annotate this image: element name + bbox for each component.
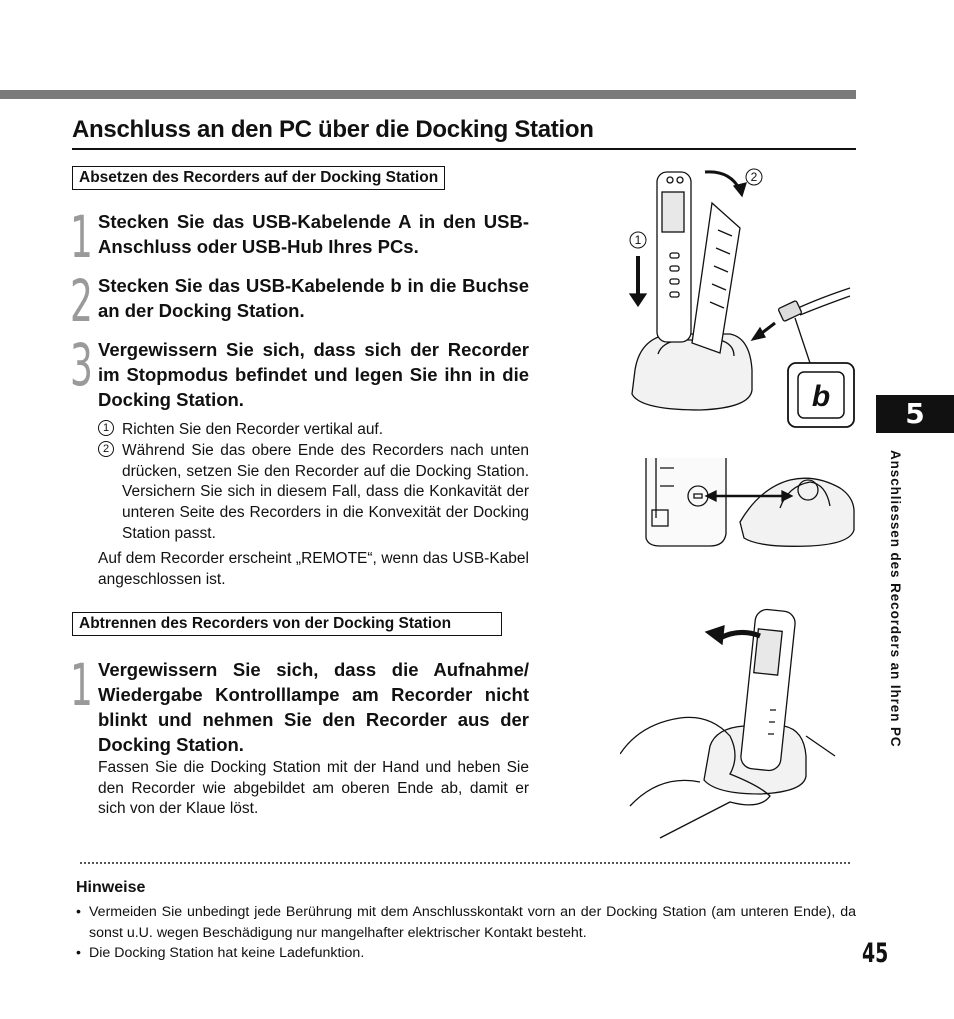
substep-text: Während Sie das obere Ende des Recorders nach unten drücken, setzen Sie den Recorder auf die Docking Station. Versichern Sie sich in diesem Fall, dass die Konkavität der unteren Seite des Recorders in die Konvexität der Docking Station passt. xyxy=(122,441,529,542)
callout-2: 2 xyxy=(750,170,758,184)
note-text: Die Docking Station hat keine Ladefunktion. xyxy=(89,945,365,961)
chapter-side-label: Anschliessen des Recorders an Ihren PC xyxy=(888,450,903,748)
substep-1 xyxy=(98,420,529,441)
step-1-text: Stecken Sie das USB-Kabelende A in den USB-Anschluss oder USB-Hub Ihres PCs. xyxy=(98,211,529,257)
step-number-2: 2 xyxy=(70,267,93,335)
step-number-remove-1: 1 xyxy=(70,651,93,719)
circled-number: 2 xyxy=(98,441,114,457)
step-number-3: 3 xyxy=(70,331,93,399)
section-label-remove: Abtrennen des Recorders von der Docking Station xyxy=(72,612,502,636)
step-3-text: Vergewissern Sie sich, dass sich der Recorder im Stopmodus befindet und legen Sie ihn in die Docking Station. xyxy=(98,339,529,410)
page-number: 45 xyxy=(862,938,889,969)
note-text: Vermeiden Sie unbedingt jede Berührung mit dem Anschlusskontakt vorn an der Docking Station (am unteren Ende), da sonst u.U. wegen Beschädigung nur mangelhafter elektrischer Kontakt besteht. xyxy=(89,904,856,941)
notes-title: Hinweise xyxy=(76,879,146,896)
dotted-separator xyxy=(80,862,850,864)
bullet: • xyxy=(76,904,81,920)
step-2-text: Stecken Sie das USB-Kabelende b in die Buchse an der Docking Station. xyxy=(98,275,529,321)
page-title: Anschluss an den PC über die Docking Station xyxy=(72,116,594,143)
remote-note: Auf dem Recorder erscheint „REMOTE“, wenn das USB-Kabel angeschlossen ist. xyxy=(98,550,529,588)
substep-2 xyxy=(98,441,529,545)
title-underline xyxy=(72,148,856,150)
concave-convex-illustration xyxy=(640,458,860,554)
note-item xyxy=(76,943,856,964)
section-label-insert: Absetzen des Recorders auf der Docking Station xyxy=(72,166,445,190)
bullet: • xyxy=(76,945,81,961)
chapter-tab: 5 xyxy=(876,395,954,433)
remove-recorder-illustration xyxy=(620,606,840,842)
plug-letter: b xyxy=(811,380,831,413)
remove-step-body: Fassen Sie die Docking Station mit der Hand und heben Sie den Recorder wie abgebildet am oberen Ende ab, damit er sich von der Klaue löst. xyxy=(98,759,529,817)
header-bar xyxy=(0,90,856,99)
step-number-1: 1 xyxy=(70,203,93,271)
note-item xyxy=(76,902,856,943)
substep-text: Richten Sie den Recorder vertikal auf. xyxy=(122,421,384,438)
substep-list xyxy=(98,420,529,545)
notes-list xyxy=(76,902,856,964)
callout-1: 1 xyxy=(634,233,642,247)
remove-step-text: Vergewissern Sie sich, dass die Aufnahme/ Wiedergabe Kontrolllampe am Recorder nicht blinkt und nehmen Sie den Recorder aus der Docking Station. xyxy=(98,659,529,755)
circled-number: 1 xyxy=(98,420,114,436)
docking-insert-illustration xyxy=(600,158,860,433)
